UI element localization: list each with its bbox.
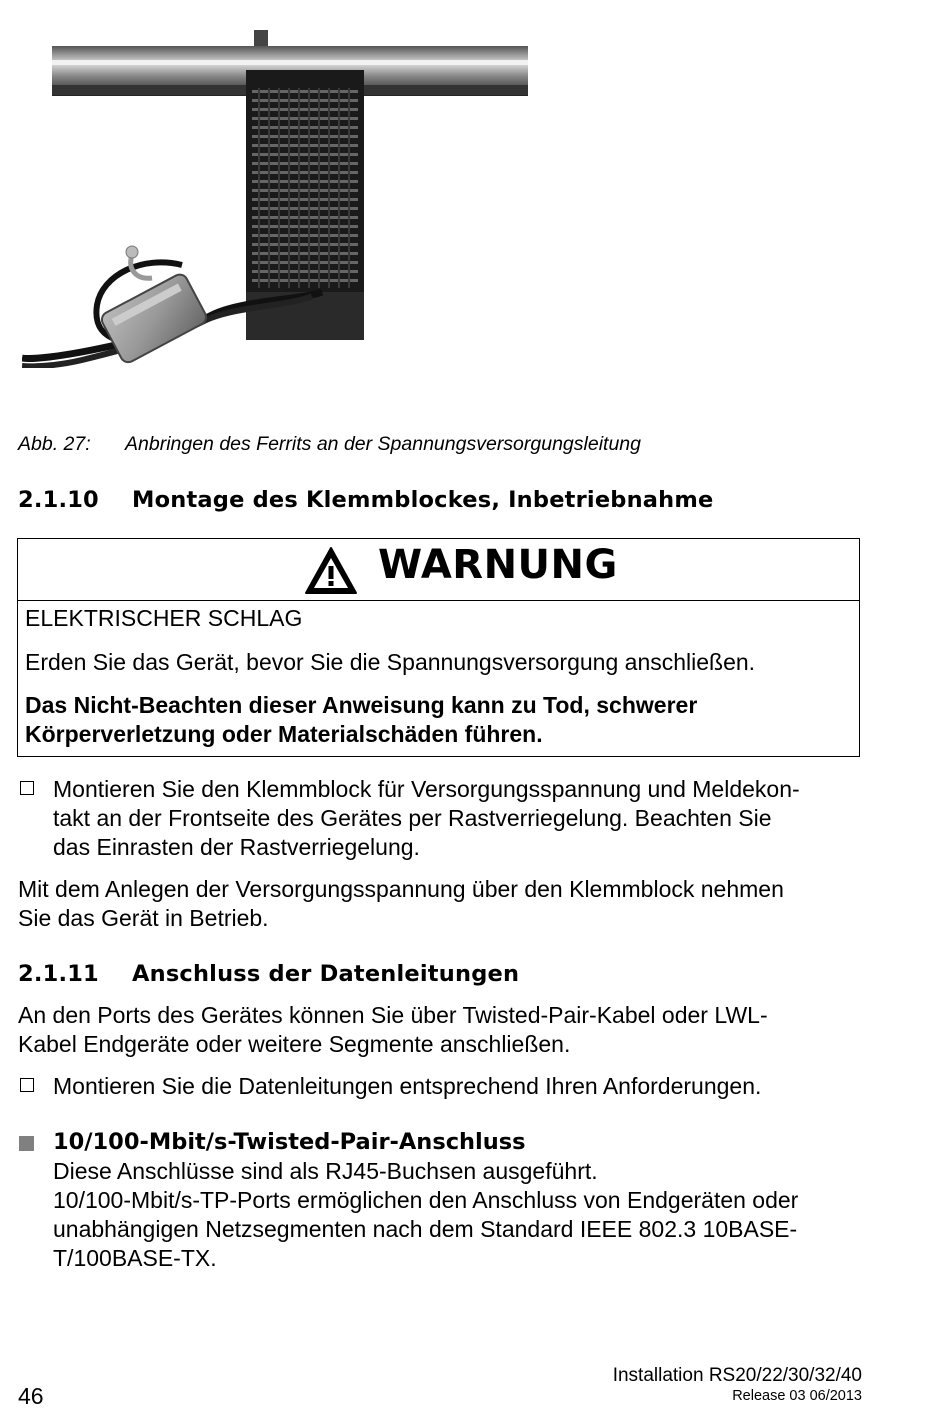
warning-triangle-icon bbox=[304, 546, 358, 596]
warning-subtitle: ELEKTRISCHER SCHLAG bbox=[25, 605, 303, 631]
page-number: 46 bbox=[18, 1383, 44, 1409]
figure-caption bbox=[18, 433, 641, 456]
bullet-body bbox=[53, 1157, 798, 1273]
footer-doc-title: Installation RS20/22/30/32/40 bbox=[612, 1365, 862, 1386]
step-1-line: Montieren Sie den Klemmblock für Versorgungsspannung und Meldekon- bbox=[53, 776, 800, 802]
warning-consequence: Das Nicht-Beachten dieser Anweisung kann zu Tod, schwerer Körperverletzung oder Materialschäden führen. bbox=[25, 692, 698, 747]
paragraph-line: Kabel Endgeräte oder weitere Segmente anschließen. bbox=[18, 1031, 571, 1057]
section-title: Anschluss der Datenleitungen bbox=[132, 961, 520, 987]
figure-caption-text: Anbringen des Ferrits an der Spannungsversorgungsleitung bbox=[125, 433, 641, 455]
bullet-line: unabhängigen Netzsegmenten nach dem Standard IEEE 802.3 10BASE- bbox=[53, 1216, 798, 1242]
figure-label: Abb. 27: bbox=[18, 433, 91, 455]
paragraph-line: An den Ports des Gerätes können Sie über Twisted-Pair-Kabel oder LWL- bbox=[18, 1002, 768, 1028]
warning-title: WARNUNG bbox=[378, 542, 618, 588]
section-number: 2.1.11 bbox=[18, 961, 99, 987]
square-bullet bbox=[19, 1136, 34, 1156]
section-title: Montage des Klemmblockes, Inbetriebnahme bbox=[132, 487, 714, 513]
step-1-text bbox=[53, 775, 800, 862]
paragraph-data-lines bbox=[18, 1001, 768, 1059]
step-2-text: Montieren Sie die Datenleitungen entsprechend Ihren Anforderungen. bbox=[53, 1073, 762, 1099]
paragraph-startup bbox=[18, 875, 784, 933]
paragraph-line: Sie das Gerät in Betrieb. bbox=[18, 905, 269, 931]
section-number: 2.1.10 bbox=[18, 487, 99, 513]
section-heading-2-1-11 bbox=[18, 961, 519, 987]
warning-header bbox=[18, 539, 859, 601]
paragraph-line: Mit dem Anlegen der Versorgungsspannung über den Klemmblock nehmen bbox=[18, 876, 784, 902]
warning-box bbox=[17, 538, 860, 757]
bullet-title: 10/100-Mbit/s-Twisted-Pair-Anschluss bbox=[53, 1129, 526, 1155]
ferrite-installation-photo bbox=[22, 30, 528, 368]
bullet-line: 10/100-Mbit/s-TP-Ports ermöglichen den Anschluss von Endgeräten oder bbox=[53, 1187, 799, 1213]
warning-instruction: Erden Sie das Gerät, bevor Sie die Spannungsversorgung anschließen. bbox=[25, 649, 756, 675]
section-heading-2-1-10 bbox=[18, 487, 714, 513]
step-checkbox-1 bbox=[20, 781, 34, 800]
footer-release: Release 03 06/2013 bbox=[732, 1388, 862, 1404]
bullet-line: Diese Anschlüsse sind als RJ45-Buchsen ausgeführt. bbox=[53, 1158, 598, 1184]
step-1-line: takt an der Frontseite des Gerätes per Rastverriegelung. Beachten Sie bbox=[53, 805, 772, 831]
bullet-line: T/100BASE-TX. bbox=[53, 1245, 217, 1271]
step-checkbox-2 bbox=[20, 1078, 34, 1097]
step-1-line: das Einrasten der Rastverriegelung. bbox=[53, 834, 420, 860]
